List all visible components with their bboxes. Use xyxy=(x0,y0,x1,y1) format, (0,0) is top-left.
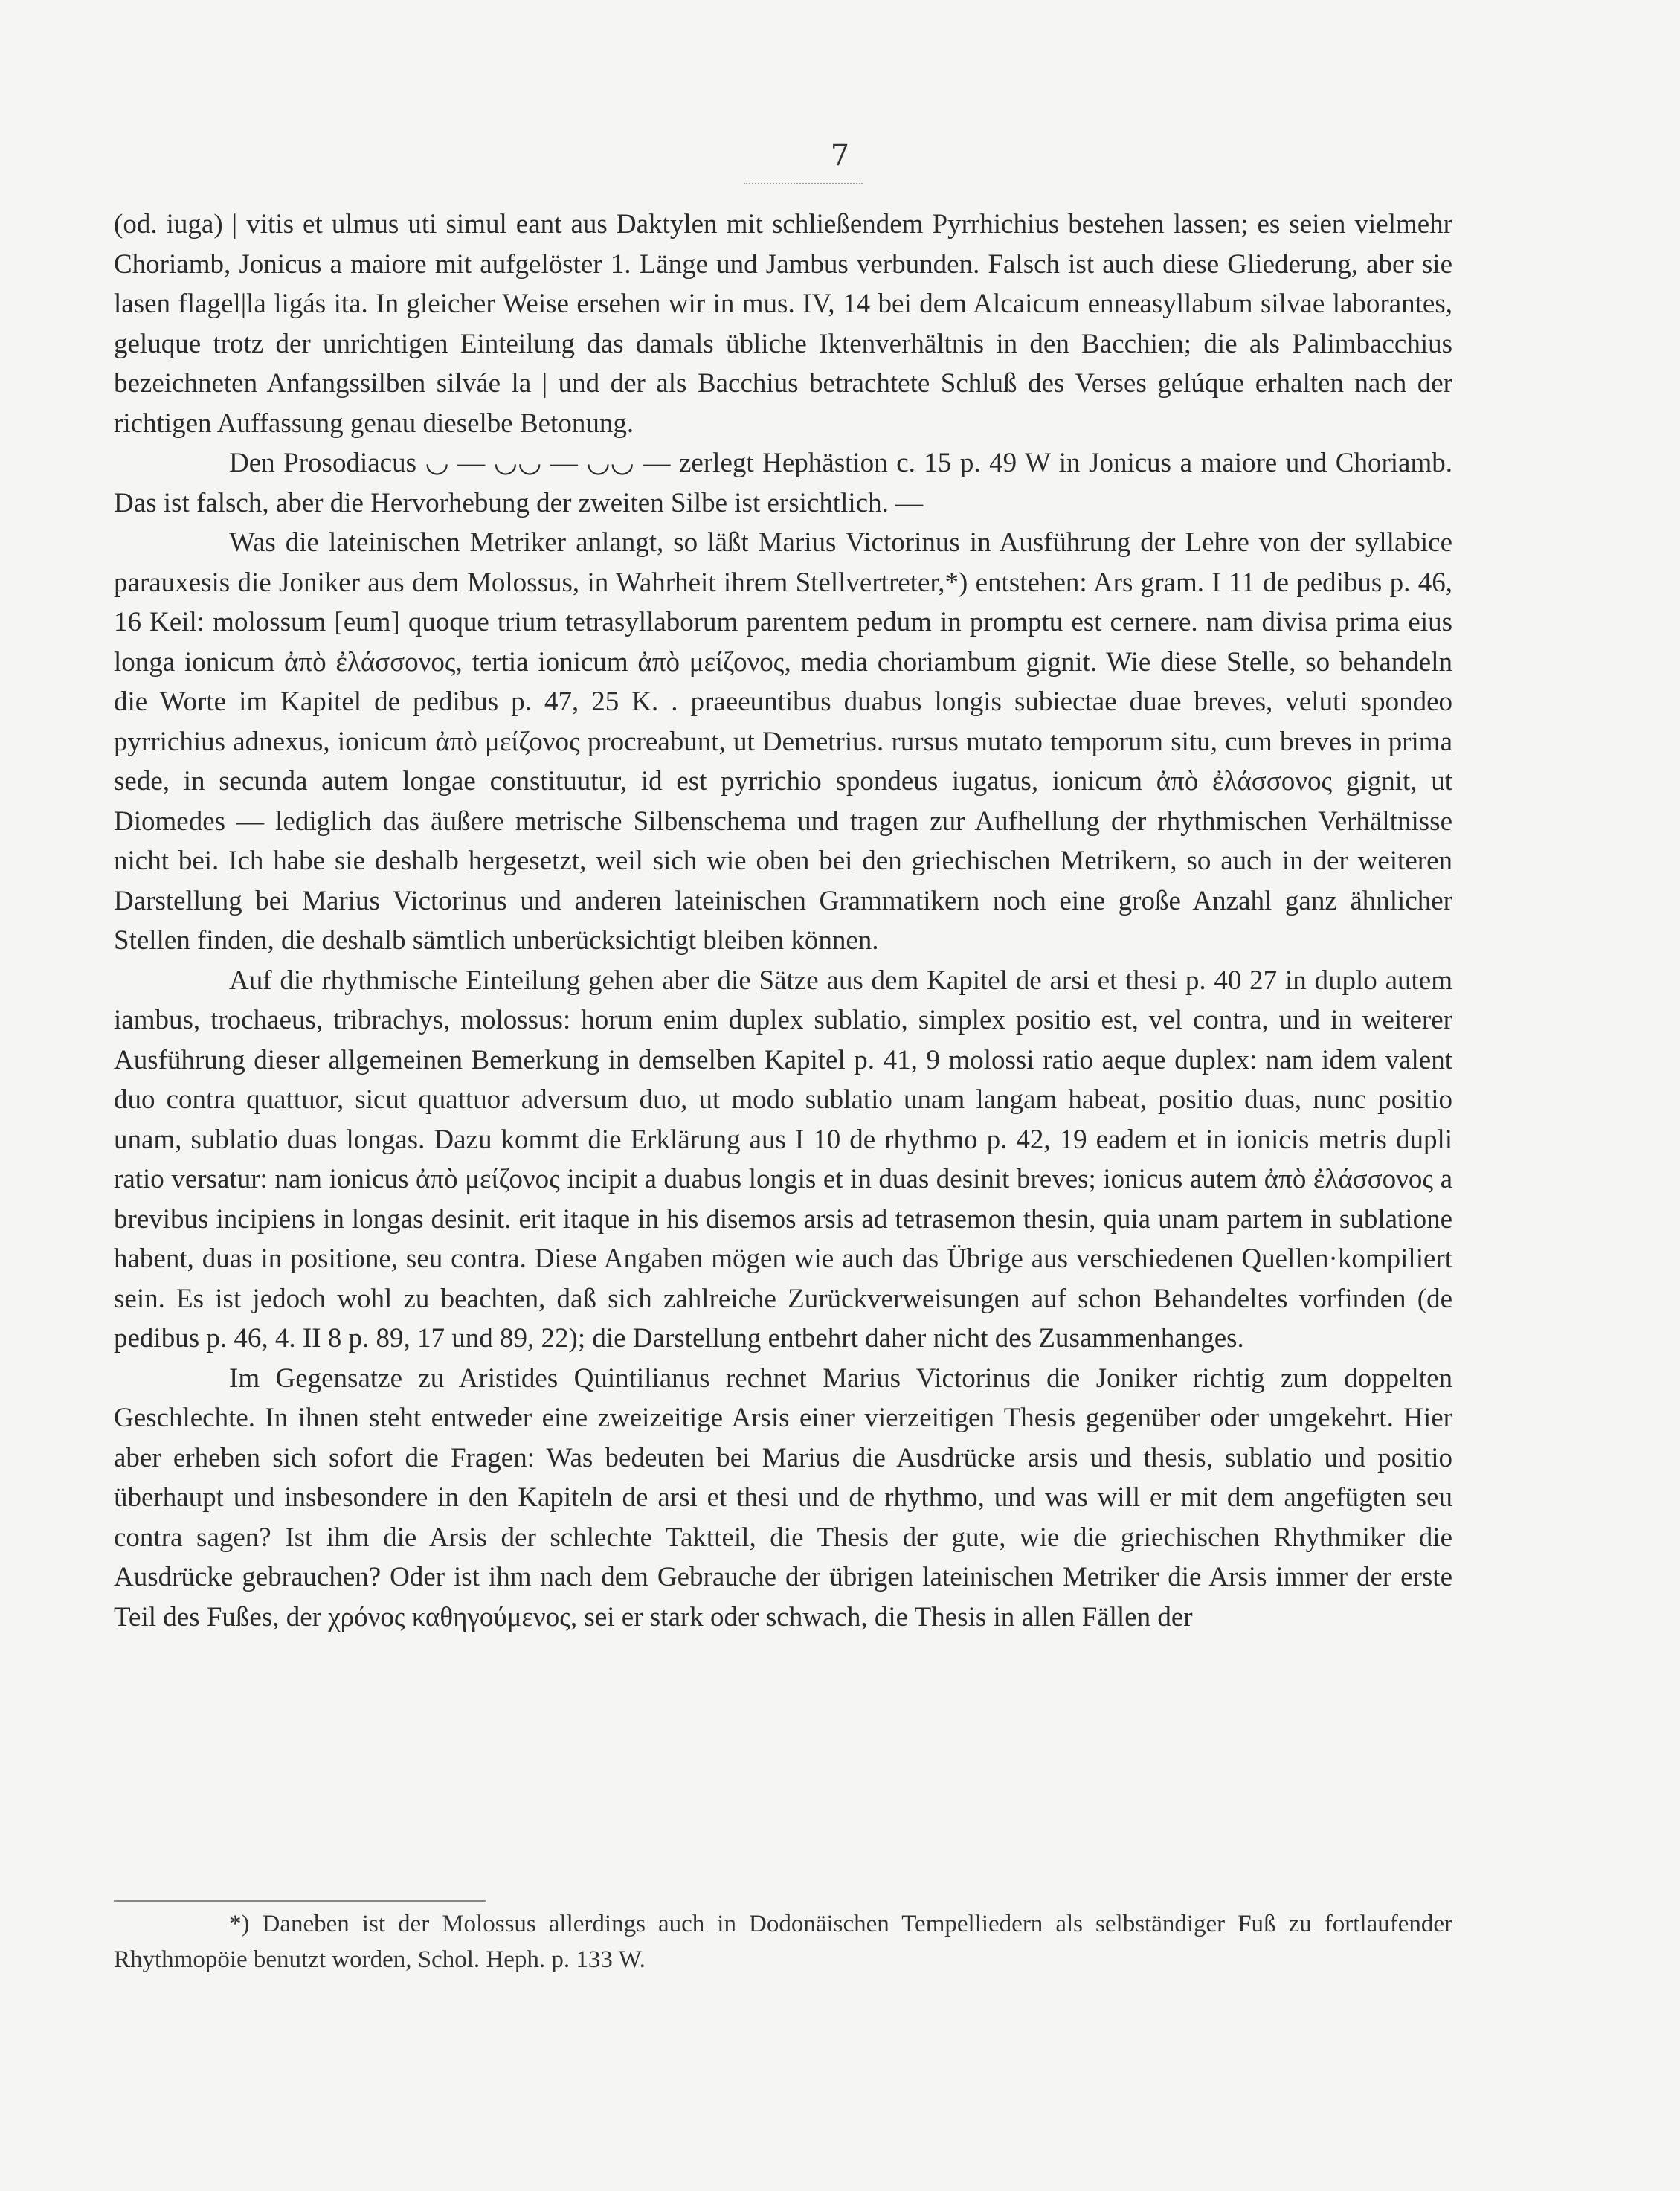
body-text xyxy=(114,205,1452,1637)
footnote: *) Daneben ist der Molossus allerdings auch in Dodonäischen Tempelliedern als selbständiger Fuß zu fortlaufender Rhythmopöie benutzt worden, Schol. Heph. p. 133 W. xyxy=(114,1911,1452,1973)
paragraph-2: Den Prosodiacus ◡ — ◡◡ — ◡◡ — zerlegt Hephästion c. 15 p. 49 W in Jonicus a maiore und Choriamb. Das ist falsch, aber die Hervorhebung der zweiten Silbe ist ersichtlich. — xyxy=(114,448,1452,518)
page-number: 7 xyxy=(830,138,850,173)
paragraph-1: (od. iuga) | vitis et ulmus uti simul eant aus Daktylen mit schließendem Pyrrhichius bestehen lassen; es seien vielmehr Choriamb, Jonicus a maiore mit aufgelöster 1. Länge und Jambus verbunden. Falsch ist auch diese Gliederung, aber sie lasen flagel|la ligás ita. In gleicher Weise ersehen wir in mus. IV, 14 bei dem Alcaicum enneasyllabum silvae laborantes, geluque trotz der unrichtigen Einteilung das damals übliche Iktenverhältnis in den Bacchien; die als Palimbacchius bezeichneten Anfangssilben silváe la | und der als Bacchius betrachtete Schluß des Verses gelúque erhalten nach der richtigen Auffassung genau dieselbe Betonung. xyxy=(114,209,1452,439)
footnote-divider xyxy=(114,1900,486,1902)
paragraph-4: Auf die rhythmische Einteilung gehen aber die Sätze aus dem Kapitel de arsi et thesi p. 40 27 in duplo autem iambus, trochaeus, tribrachys, molossus: horum enim duplex sublatio, simplex positio est, vel contra, und in weiterer Ausführung dieser allgemeinen Bemerkung in demselben Kapitel p. 41, 9 molossi ratio aeque duplex: nam idem valent duo contra quattuor, sicut quattuor adversum duo, ut modo sublatio unam langam habeat, positio duas, nunc positio unam, sublatio duas longas. Dazu kommt die Erklärung aus I 10 de rhythmo p. 42, 19 eadem et in ionicis metris dupli ratio versatur: nam ionicus ἀπὸ μείζονος incipit a duabus longis et in duas desinit breves; ionicus autem ἀπὸ ἐλάσσονος a brevibus incipiens in longas desinit. erit itaque in his disemos arsis ad tetrasemon thesin, quia unam partem in sublatione habent, duas in positione, seu contra. Diese Angaben mögen wie auch das Übrige aus verschiedenen Quellen·kompiliert sein. Es ist jedoch wohl zu beachten, daß sich zahlreiche Zurückverweisungen auf schon Behandeltes vorfinden (de pedibus p. 46, 4. II 8 p. 89, 17 und 89, 22); die Darstellung entbehrt daher nicht des Zusammenhanges. xyxy=(114,965,1452,1354)
paragraph-5: Im Gegensatze zu Aristides Quintilianus rechnet Marius Victorinus die Joniker richtig zum doppelten Geschlechte. In ihnen steht entweder eine zweizeitige Arsis einer vierzeitigen Thesis gegenüber oder umgekehrt. Hier aber erheben sich sofort die Fragen: Was bedeuten bei Marius die Ausdrücke arsis und thesis, sublatio und positio überhaupt und insbesondere in den Kapiteln de arsi et thesi und de rhythmo, und was will er mit dem angefügten seu contra sagen? Ist ihm die Arsis der schlechte Taktteil, die Thesis der gute, wie die griechischen Rhythmiker die Ausdrücke gebrauchen? Oder ist ihm nach dem Gebrauche der übrigen lateinischen Metriker die Arsis immer der erste Teil des Fußes, der χρόνος καθηγούμενος, sei er stark oder schwach, die Thesis in allen Fällen der xyxy=(114,1362,1452,1632)
page-number-underline xyxy=(744,183,863,184)
paragraph-3: Was die lateinischen Metriker anlangt, so läßt Marius Victorinus in Ausführung der Lehre von der syllabice parauxesis die Joniker aus dem Molossus, in Wahrheit ihrem Stellvertreter,*) entstehen: Ars gram. I 11 de pedibus p. 46, 16 Keil: molossum [eum] quoque trium tetrasyllaborum parentem pedum in promptu est cernere. nam divisa prima eius longa ionicum ἀπὸ ἐλάσσονος, tertia ionicum ἀπὸ μείζονος, media choriambum gignit. Wie diese Stelle, so behandeln die Worte im Kapitel de pedibus p. 47, 25 K. . praeeuntibus duabus longis subiectae duae breves, veluti spondeo pyrrichius adnexus, ionicum ἀπὸ μείζονος procreabunt, ut Demetrius. rursus mutato temporum situ, cum breves in prima sede, in secunda autem longae constituutur, id est pyrrichio spondeus iugatus, ionicum ἀπὸ ἐλάσσονος gignit, ut Diomedes — lediglich das äußere metrische Silbenschema und tragen zur Aufhellung der rhythmischen Verhältnisse nicht bei. Ich habe sie deshalb hergesetzt, weil sich wie oben bei den griechischen Metrikern, so auch in der weiteren Darstellung bei Marius Victorinus und anderen lateinischen Grammatikern noch eine große Anzahl ganz ähnlicher Stellen finden, die deshalb sämtlich unberücksichtigt bleiben können. xyxy=(114,527,1452,956)
